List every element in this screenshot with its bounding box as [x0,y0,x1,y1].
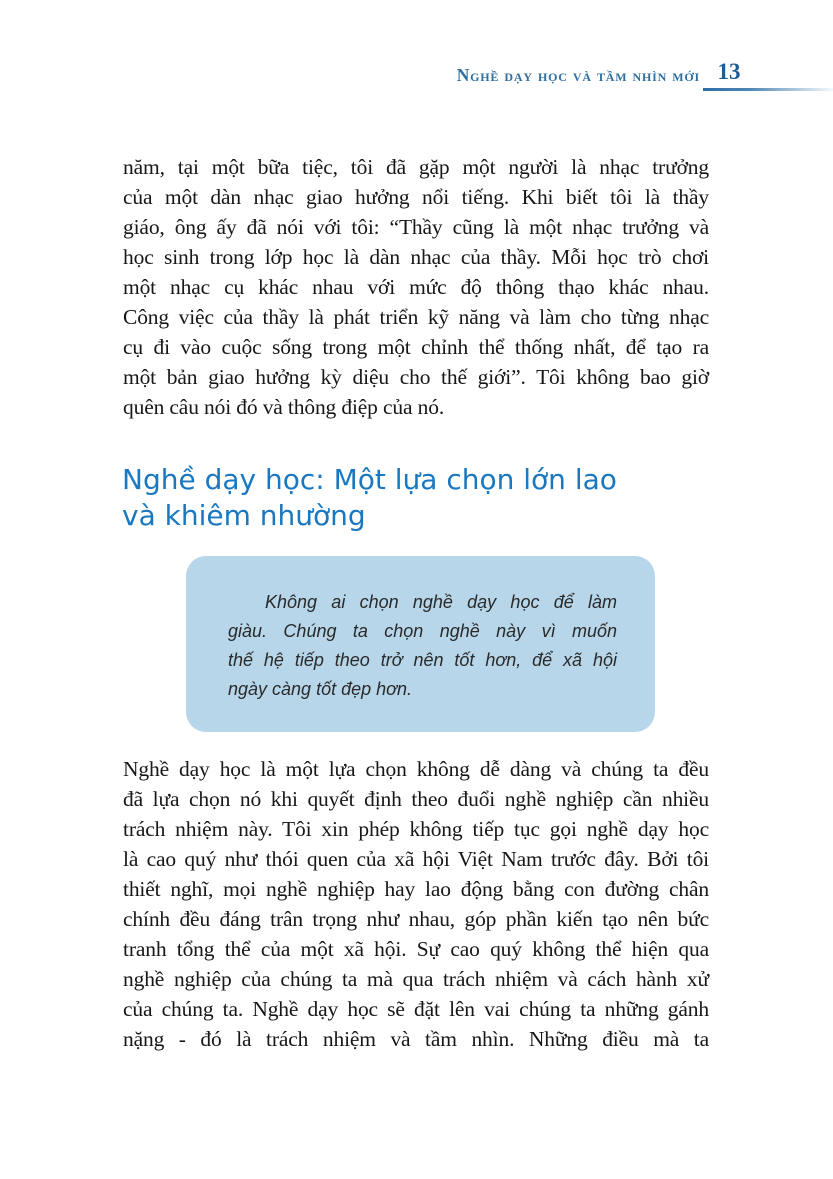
quote-text [186,556,655,704]
text-line: của chúng ta. Nghề dạy học sẽ đặt lên vai chúng ta những gánh [123,997,709,1021]
text-line: quên câu nói đó và thông điệp của nó. [123,395,445,419]
text-line: đã lựa chọn nó khi quyết định theo đuổi nghề nghiệp cần nhiều [123,787,709,811]
text-line: tranh tổng thể của một xã hội. Sự cao quý không thể hiện qua [123,937,709,961]
section-heading-line-2: và khiêm nhường [122,499,366,532]
text-line: Nghề dạy học là một lựa chọn không dễ dàng và chúng ta đều [123,757,709,781]
quote-box [186,556,655,732]
section-heading-line-1: Nghề dạy học: Một lựa chọn lớn lao [122,463,617,496]
text-line: nghề nghiệp của chúng ta mà qua trách nhiệm và cách hành xử [123,967,709,991]
text-line: năm, tại một bữa tiệc, tôi đã gặp một người là nhạc trưởng [123,155,709,179]
text-line: một nhạc cụ khác nhau với mức độ thông thạo khác nhau. [123,275,709,299]
text-line: trách nhiệm này. Tôi xin phép không tiếp tục gọi nghề dạy học [123,817,709,841]
page-number: 13 [717,59,741,84]
text-line: thiết nghĩ, mọi nghề nghiệp hay lao động bằng con đường chân [123,877,709,901]
text-line: của một dàn nhạc giao hưởng nổi tiếng. Khi biết tôi là thầy [123,185,709,209]
text-line: chính đều đáng trân trọng như nhau, góp phần kiến tạo nên bức [123,907,709,931]
text-line: ngày càng tốt đẹp hơn. [228,679,413,699]
section-heading [122,462,617,534]
text-line: cụ đi vào cuộc sống trong một chỉnh thể thống nhất, để tạo ra [123,335,709,359]
text-line: nặng - đó là trách nhiệm và tầm nhìn. Những điều mà ta [123,1027,709,1051]
text-line: giáo, ông ấy đã nói với tôi: “Thầy cũng là một nhạc trưởng và [123,215,709,239]
text-line: là cao quý như thói quen của xã hội Việt Nam trước đây. Bởi tôi [123,847,709,871]
text-line: giàu. Chúng ta chọn nghề này vì muốn [228,621,617,641]
text-line: một bản giao hưởng kỳ diệu cho thế giới”. Tôi không bao giờ [123,365,709,389]
text-line: thế hệ tiếp theo trở nên tốt hơn, để xã hội [228,650,617,670]
text-line: học sinh trong lớp học là dàn nhạc của thầy. Mỗi học trò chơi [123,245,709,269]
paragraph-teaching-choice [123,754,709,1054]
paragraph-orchestra-story [123,152,709,422]
text-line: Không ai chọn nghề dạy học để làm [265,592,617,612]
running-header-title: Nghề dạy học và tầm nhìn mới [456,65,700,85]
text-line: Công việc của thầy là phát triển kỹ năng và làm cho từng nhạc [123,305,709,329]
header-rule [703,88,833,91]
